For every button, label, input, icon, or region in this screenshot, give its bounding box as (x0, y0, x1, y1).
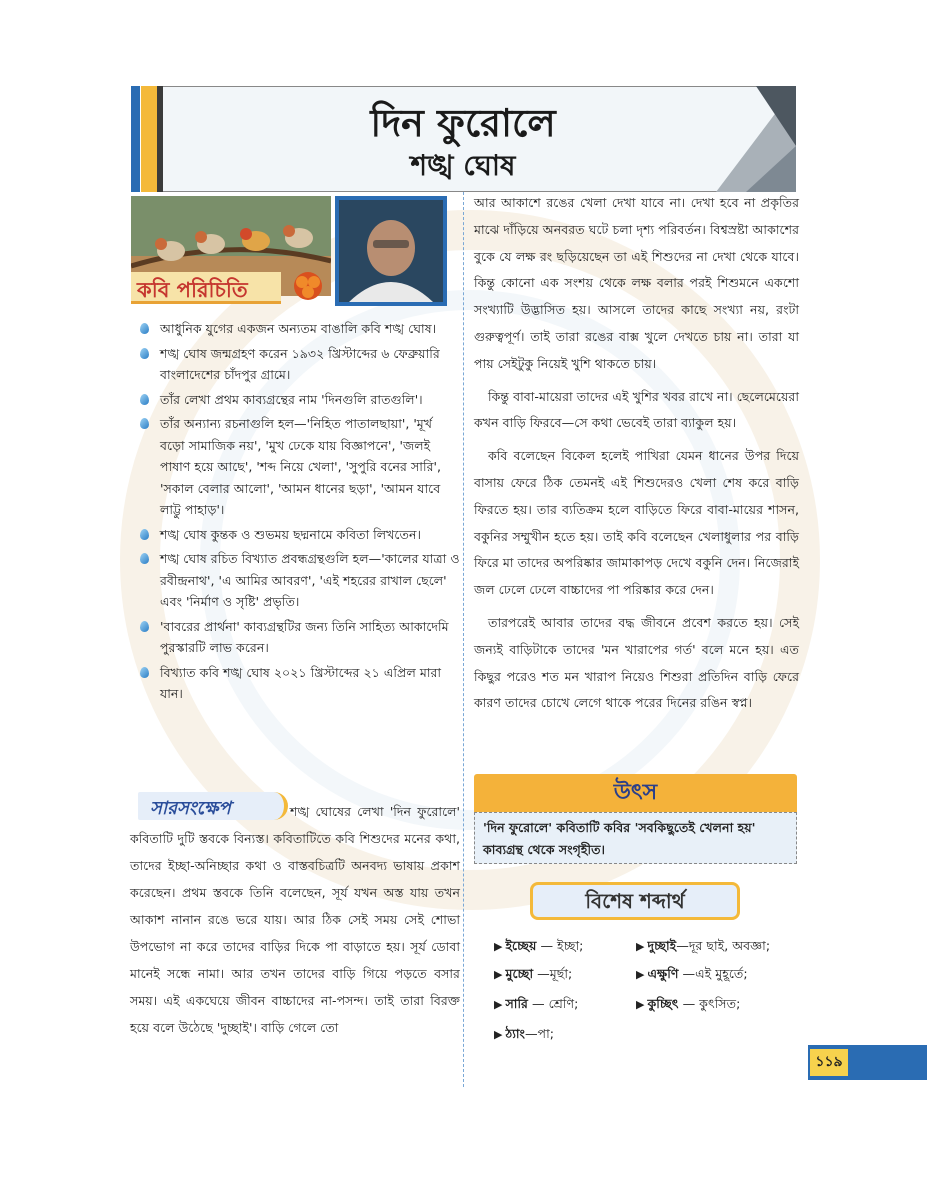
triangle-bullet-icon: ▶ (636, 940, 645, 953)
bullet-icon (140, 323, 149, 334)
paragraph: আর আকাশে রঙের খেলা দেখা যাবে না। দেখা হবে না প্রকৃতির মাঝে দাঁড়িয়ে অনবরত ঘটে চলা দৃশ্য পরিবর্তন। বিশ্বস্রষ্টা আকাশের বুকে যে লক্ষ রং ছড়িয়েছেন তা এই শিশুদের না দেখা থেকে যাবে। কিন্তু কোনো এক সংশয় থেকে লক্ষ বলার পরই শিশুমনে একশো সংখ্যাটি উদ্ভাসিত হয়। আসলে তাদের কাছে সংখ্যা নয়, রংটা গুরুত্বপূর্ণ। তাই তারা রঙের বাক্স খুলে দেখতে চায় না। তারা যা পায় সেইটুকু নিয়েই খুশি থাকতে চায়। (474, 195, 799, 371)
bio-item: শঙ্খ ঘোষ জন্মগ্রহণ করেন ১৯৩২ খ্রিস্টাব্দের ৬ ফেব্রুয়ারি বাংলাদেশের চাঁদপুর গ্রামে। (138, 343, 460, 386)
bio-heading (131, 272, 281, 304)
bio-list (138, 318, 460, 708)
glossary-heading-label: বিশেষ শব্দার্থ (585, 889, 685, 913)
paragraph: কিন্তু বাবা-মায়েরা তাদের এই খুশির খবর রাখে না। ছেলেমেয়েরা কখন বাড়ি ফিরবে—সে কথা ভেবেই তারা ব্যাকুল হয়। (474, 388, 799, 431)
bio-item: শঙ্খ ঘোষ রচিত বিখ্যাত প্রবন্ধগ্রন্থগুলি হল—'কালের যাত্রা ও রবীন্দ্রনাথ', 'এ আমির আবরণ', 'এই শহরের রাখাল ছেলে' এবং 'নির্মাণ ও সৃষ্টি' প্রভৃতি। (138, 548, 460, 613)
glossary-entry: ▶ দুচ্ছাই—দূর ছাই, অবজ্ঞা; (636, 938, 771, 953)
bullet-icon (140, 667, 149, 678)
column-divider (463, 192, 464, 1087)
triangle-bullet-icon: ▶ (636, 998, 645, 1011)
glossary-entry: ▶ কুচ্ছিৎ — কুৎসিত; (636, 996, 741, 1011)
glossary-entry: ▶ মুচ্ছো —মূর্ছা; (494, 966, 573, 981)
chapter-header (131, 86, 796, 192)
bio-item: আধুনিক যুগের একজন অন্যতম বাঙালি কবি শঙ্খ ঘোষ। (138, 318, 460, 340)
triangle-bullet-icon: ▶ (494, 998, 503, 1011)
summary-text: শঙ্খ ঘোষের লেখা 'দিন ফুরোলে' কবিতাটি দুটি স্তবকে বিন্যস্ত। কবিতাটিতে কবি শিশুদের মনের কথা, তাদের ইচ্ছা-অনিচ্ছার কথা ও বাস্তবচিত্রটি অনবদ্য ভাষায় প্রকাশ করেছেন। প্রথম স্তবকে তিনি বলেছেন, সূর্য যখন অস্ত যায় তখন আকাশ নানান রঙে ভরে যায়। আর ঠিক সেই সময় সেই শোভা উপভোগ না করে তাদের বাড়ির দিকে পা বাড়াতে হয়। সূর্য ডোবা মানেই সন্ধে নামা। আর তখন তাদের বাড়ি গিয়ে পড়তে বসার সময়। এই একঘেয়ে জীবন বাচ্চাদের না-পসন্দ। তাই তারা বিরক্ত হয়ে বলে উঠেছে 'দুচ্ছাই'। বাড়ি গেলে তো (130, 804, 460, 1035)
bullet-icon (140, 394, 149, 405)
poet-photo (339, 200, 443, 302)
bio-item: বিখ্যাত কবি শঙ্খ ঘোষ ২০২১ খ্রিস্টাব্দের ২১ এপ্রিল মারা যান। (138, 662, 460, 705)
glossary-heading (530, 882, 740, 920)
triangle-bullet-icon: ▶ (494, 940, 503, 953)
source-heading-label: উৎস (613, 780, 658, 805)
header-band-blue (131, 86, 140, 192)
bullet-icon (140, 418, 149, 429)
bullet-icon (140, 621, 149, 632)
summary-heading-label: সারসংক্ষেপ (150, 798, 231, 819)
right-column-text (474, 190, 799, 723)
bio-item: শঙ্খ ঘোষ কুন্তক ও শুভময় ছদ্মনামে কবিতা লিখতেন। (138, 524, 460, 546)
bio-heading-label: কবি পরিচিতি (137, 278, 248, 302)
glossary-entry: ▶ ঠ্যাং—পা; (494, 1026, 554, 1041)
header-band-yellow (141, 86, 157, 192)
page-number: ১১৯ (808, 1047, 850, 1078)
chapter-author: শঙ্খ ঘোষ (410, 149, 516, 182)
bio-item: তাঁর অন্যান্য রচনাগুলি হল—'নিহিত পাতালছায়া', 'মূর্খ বড়ো সামাজিক নয়', 'মুখ ঢেকে যায় বিজ্ঞাপনে', 'জলই পাষাণ হয়ে আছে', 'শব্দ নিয়ে খেলা', 'সুপুরি বনের সারি', 'সকাল বেলার আলো', 'আমন ধানের ছড়া', 'আমন যাবে লাট্টু পাহাড়'। (138, 413, 460, 521)
bullet-icon (140, 348, 149, 359)
chapter-title: দিন ফুরোলে (370, 101, 556, 145)
triangle-bullet-icon: ▶ (636, 968, 645, 981)
bio-item: তাঁর লেখা প্রথম কাব্যগ্রন্থের নাম 'দিনগুলি রাতগুলি'। (138, 389, 460, 411)
triangle-bullet-icon: ▶ (494, 1028, 503, 1041)
source-heading (474, 774, 797, 812)
flower-decoration (284, 268, 332, 304)
poet-portrait (335, 196, 447, 306)
triangle-bullet-icon: ▶ (494, 968, 503, 981)
glossary-entry: ▶ সারি — শ্রেণি; (494, 996, 579, 1011)
source-text: 'দিন ফুরোলে' কবিতাটি কবির 'সবকিছুতেই খেলনা হয়' কাব্যগ্রন্থ থেকে সংগৃহীত। (474, 812, 797, 864)
bullet-icon (140, 529, 149, 540)
bullet-icon (140, 553, 149, 564)
paragraph: কবি বলেছেন বিকেল হলেই পাখিরা যেমন ধানের উপর দিয়ে বাসায় ফেরে ঠিক তেমনই এই শিশুদেরও খেলা শেষ করে বাড়ি ফিরতে হয়। তার ব্যতিক্রম হলে বাড়িতে ফিরে বাবা-মায়ের শাসন, বকুনির সম্মুখীন হতে হয়। তাই কবি বলেছেন খেলাধুলার পর বাড়ি ফিরে মা তাদের অপরিষ্কার জামাকাপড় দেখে বকুনি দেন। নিজেরাই জল ঢেলে ঢেলে বাচ্চাদের পা পরিষ্কার করে দেন। (474, 448, 799, 598)
paragraph: তারপরেই আবার তাদের বদ্ধ জীবনে প্রবেশ করতে হয়। সেই জন্যই বাড়িটাকে তাদের 'মন খারাপের গর্ত' বলে মনে হয়। এত কিছুর পরেও শত মন খারাপ নিয়েও শিশুরা প্রতিদিন বাড়ি ফেরে কারণ তাদের চোখে লেগে থাকে পরের দিনের রঙিন স্বপ্ন। (474, 614, 799, 711)
summary-heading (138, 792, 288, 820)
bio-item: 'বাবরের প্রার্থনা' কাব্যগ্রন্থটির জন্য তিনি সাহিত্য আকাদেমি পুরস্কারটি লাভ করেন। (138, 616, 460, 659)
glossary-entry: ▶ এক্ষুণি —এই মুহূর্তে; (636, 966, 748, 981)
glossary-entry: ▶ ইচ্ছেয় — ইচ্ছা; (494, 938, 584, 953)
